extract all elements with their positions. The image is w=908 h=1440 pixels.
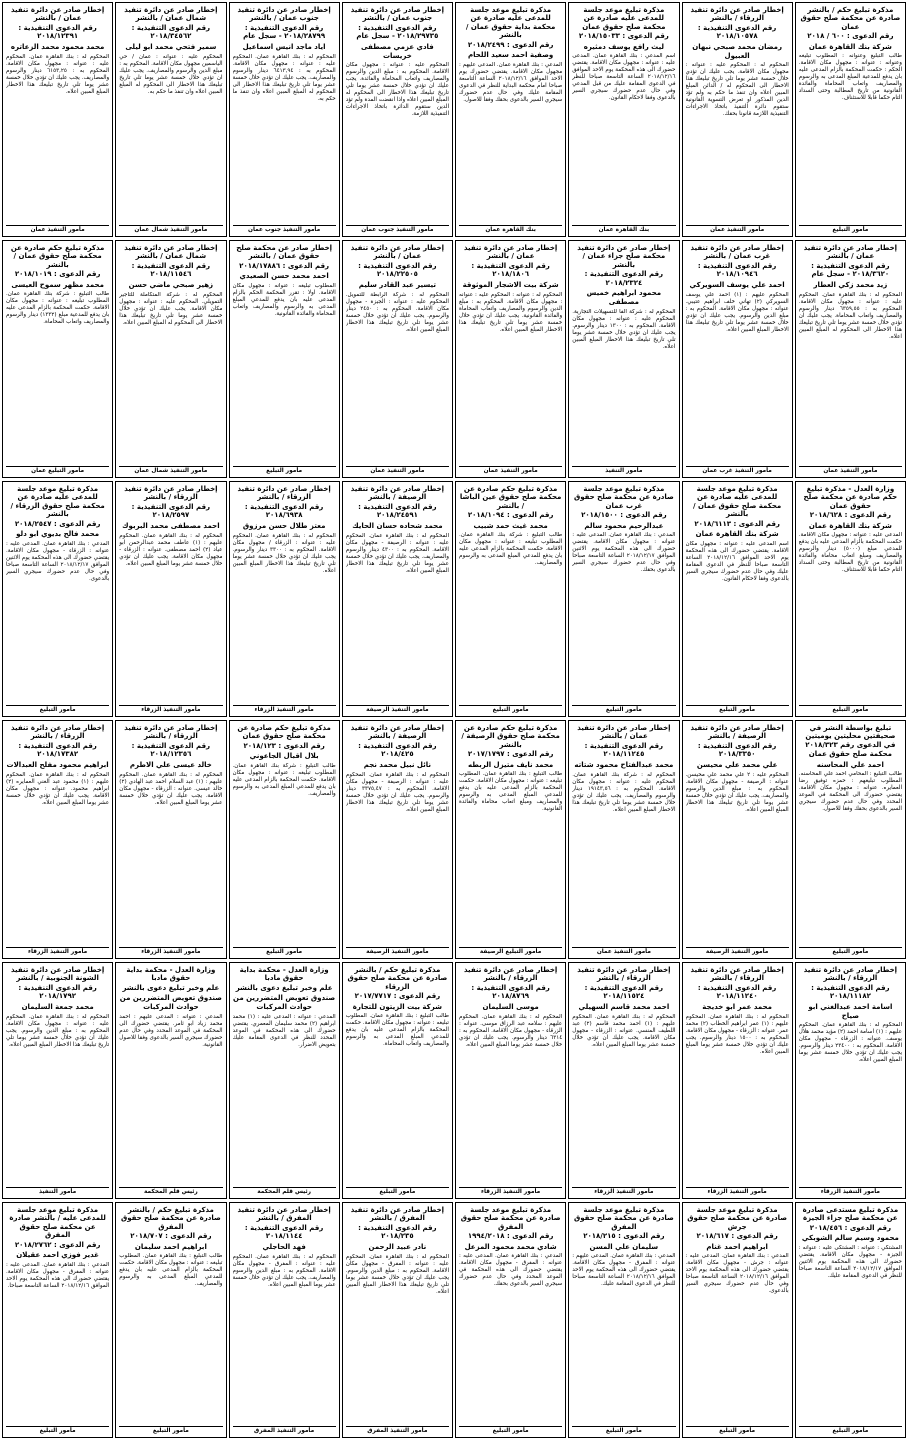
case-number: رقم الدعوى : ٢٠١٨/١٠٩٤ [467,511,554,520]
notice-title: مذكرة تبليغ موعد جلسة للمدعى عليه / بالنشر صادرة عن محكمة صلح حقوق المفرق [9,1206,106,1240]
case-number: رقم الدعوى : ٢٠١٨/١٧٨٨٦ [239,261,330,270]
notice-title: إخطار صادر عن دائرة تنفيذ شمال عمان / بالنشر [124,6,218,23]
notice-body: اسم المدعي : بنك القاهرة عمان. المدعى عليه : عنوانه : مجهول مكان الاقامة. يقتضي حضورك الى هذه المحكمة يوم الاحد الموافق ٢٠١٨/١٢/١٦ الساعة التاسعة صباحا للنظر في الدعوى المقامة عليك من قبل المدعي وفي حال عدم حضورك سيجري السير بالدعوى وفقا لاحكام القانون. [572,53,676,102]
notice-signature: مأمور التبليغ [572,705,675,714]
notice-title: مذكرة تبليغ حكم صادرة عن محكمة صلح حقوق عمان / بالنشر [10,244,105,269]
notice-title: مذكرة تبليغ موعد جلسة صادرة عن محكمة صلح حقوق المفرق [460,1206,561,1231]
notice-title: إخطار صادر عن دائرة تنفيذ الرصيفة / بالنشر [350,724,445,741]
notice-signature: مأمور التبليغ [799,947,902,956]
legal-notice-box [795,240,906,478]
notice-body: المدعي : عنوانه : المدعى عليه : (١) محمد ابراهيم (٢) محمد سليمان المعمري. يقتضي حضورك الى هذه المحكمة في الموعد المحدد للنظر في الدعوى المقامة عليك بتعويض الاضرار. [232,1013,336,1048]
notice-body: المدعي : بنك القاهرة عمان. المدعى عليه : عنوانه : المفرق - مجهول مكان الاقامة. يقتضي حضورك الى هذه المحكمة في الموعد المحدد وفي حال عدم حضورك سيجري السير بالدعوى بحقك. [459,1253,563,1288]
notice-body: المدعي : بنك القاهرة عمان. المدعى عليه : عنوانه : مجهول مكان الاقامة. يقتضي حضورك الى هذه المحكمة يوم الاثنين الموافق ٢٠١٨/١٢/١٧ الساعة التاسعة صباحا وفي حال عدم حضورك سيجري السير بالدعوى بحقك. [572,532,676,574]
party-name: شركة بنك القاهرة عمان [695,530,779,539]
notice-body: المدعى عليه : عنوانه : مجهول مكان الاقامة. حكمت المحكمة بالزام المدعى عليه بان يدفع للمدعي مبلغ (٥٠٠٠) دينار والرسوم والمصاريف ومبلغ اتعاب محاماة والفائدة القانونية من تاريخ المطالبة وحتى السداد التام حكما قابلا للاستئناف. [798,532,902,574]
legal-notice-box [342,2,453,237]
notice-signature: مأمور التبليغ [686,705,789,714]
notice-title: وزارة العدل - مذكرة تبليغ حكم صادرة عن محكمة صلح حقوق عمان [803,485,898,510]
party-name: شركة بيت الزيتون للتجارة [352,1002,442,1011]
case-number: رقم الدعوى : ٢٠١٨/١٥٠٠ [581,511,667,520]
party-name: محمد محمود محمد الزعاتره [10,43,105,51]
legal-notice-box [455,240,566,478]
legal-notice-box [568,962,679,1199]
case-number: رقم الدعوى التنفيذية : ٢٠١٨/١١٢٤٥ [584,741,664,759]
notice-row [2,1202,906,1438]
notice-body: المحكوم له : بنك القاهرة عمان. المحكوم عليهم : (١) اسامة احمد (٢) مؤيد محمد هلال يوسف. عنوانه : الزرقاء - مجهول مكان الاقامة. المحكوم به : ٢٣٤٠٠ دينار والرسوم. يجب عليك ان تؤدي خلال خمسة عشر يوما المبلغ المبين اعلاه. [798,1022,902,1064]
case-number: رقم الدعوى : ١٩٩٤/٢٠١٨ [467,1232,554,1241]
notice-title: إخطار صادر عن دائرة تنفيذ الرصيفة / بالنشر [690,724,784,741]
notice-signature: مأمور التنفيذ الرصيفة [346,705,449,714]
party-name: زيد محمد زكي العطار [813,281,888,289]
legal-notice-box [795,481,906,717]
party-name: ابراهيم احمد سليمان [134,1242,207,1251]
legal-notice-box [342,962,453,1199]
notice-title: إخطار صادر عن دائرة تنفيذ الشونة الجنوبية / بالنشر [10,966,105,983]
notice-title: إخطار صادر عن دائرة تنفيذ الزرقاء / بالنشر [690,6,784,23]
notice-body: المحكوم له : بنك القاهرة عمان. المحكوم عليه : عنوانه : المفرق - مجهول مكان الاقامة. المحكوم به : مبلغ الدين والرسوم والمصاريف. يجب عليك ان تؤدي خلال خمسة عشر يوما المبلغ المبين اعلاه. [232,1253,336,1288]
case-number: رقم الدعوى التنفيذية : ٢٠١٨/٢٣٥ [358,1223,437,1241]
notice-body: المحكوم له : بنك القاهرة عمان. المحكوم عليهم : (١) محمود عبد الغني العمايره (٢) ابراهيم محمود. عنوانه : مجهول مكان الاقامة. يجب عليك ان تؤدي خلال خمسة عشر يوما المبلغ المبين اعلاه. [6,771,110,806]
notice-title: مذكرة تبليغ موعد جلسة صادرة عن محكمة صلح حقوق غرب عمان [573,485,674,510]
notice-signature: مأمور التنفيذ شمال عمان [119,466,222,475]
notice-title: وزارة العدل - محكمة بداية حقوق مادبا [239,966,329,983]
notice-title: إخطار صادر عن دائرة تنفيذ المفرق / بالنشر [237,1206,331,1223]
notice-body: المحكوم له : شركة المتكاملة للتأجير التمويلي. المحكوم عليه : عنوانه : مجهول مكان الاقامة. يجب عليك ان تؤدي خلال خمسة عشر يوما تلي تاريخ تبليغك هذا الاخطار الى المحكوم له المبلغ المبين اعلاه. [119,291,223,326]
notice-title: إخطار صادر عن دائرة تنفيذ عمان / بالنشر [10,6,105,23]
party-name: نادر عبيد الرحمن [368,1243,427,1251]
notice-signature: مأمور التنفيذ [6,1187,109,1196]
party-name: اياد ماجد انيس اسماعيل [242,43,326,51]
notice-signature: مأمور التنفيذ [572,466,675,475]
party-name: صندوق تعويض المتضررين من حوادث المركبات [119,994,222,1011]
case-number: رقم الدعوى : ٢٠١٨/١٥٠٣٣ [578,32,669,41]
notice-title: مذكرة تبليغ حكم / بالنشر صادرة عن محكمة صلح حقوق الزرقاء [347,966,448,991]
party-name: نائل نبيل محمد نجم [363,761,432,769]
case-number: رقم الدعوى التنفيذية : ٢٠١٨/١١١٨٢ [811,983,890,1001]
notice-body: المشتكي : عنوانه : المشتكى عليه : عنوانه : الجيزة - مجهول مكان الاقامة. يقتضي حضورك الى هذه المحكمة يوم الاثنين الموافق ٢٠١٨/١٢/١٧ الساعة التاسعة صباحا للنظر في الدعوى المقامة عليك. [798,1245,902,1279]
notice-signature: بنك القاهرة عمان [459,225,562,234]
case-number: رقم الدعوى التنفيذية : ٢٠١٨/٢٨٧٩٩ - سجل عام [243,23,326,41]
notice-signature: مأمور التنفيذ شمال عمان [119,225,222,234]
notice-title: مذكرة تبليغ حكم صادرة عن محكمة صلح حقوق عين الباشا / بالنشر [459,485,562,510]
party-name: وصفية احمد سعيد اللحام [468,51,554,60]
legal-notice-box [682,481,793,717]
notice-body: طالب التبليغ : المحامي احمد علي المحاسنه. المطلوب تبليغهم : حمزه توفيق رضا العمايره. عنوانه : مجهول مكان الاقامة. يقتضي حضورك الى المحكمة في الموعد المحدد وفي حال عدم حضورك سيجري السير بالدعوى بحقك وفقا للاصول. [798,771,902,813]
party-name: سليمان علي المسن [589,1242,659,1251]
case-number: رقم الدعوى التنفيذية : ٢٠١٨/١٢٣٥٦ [131,741,211,759]
case-number: رقم الدعوى : ٢٠١٨/٦١١٣ [694,519,780,528]
notice-title: تبليغ بواسطة النشر في صحيفتين محليتين يوميتين في الدعوى رقم ٢٠١٨/٣٢٣ [805,724,896,749]
case-number: رقم الدعوى التنفيذية : ٢٠١٨/١٠٥٧٨ [697,23,777,41]
notice-signature: بنك القاهرة عمان [572,225,675,234]
notice-title: مذكرة تبليغ موعد جلسة للمدعى عليه صادرة عن محكمة صلح حقوق الزرقاء / بالنشر [10,485,105,519]
party-name: بلال اقبال الجاعوني [249,752,319,761]
case-number: رقم الدعوى التنفيذية : ٢٠١٨/١٨٠٦ [471,261,550,279]
legal-notice-box [229,720,340,959]
legal-notice-box [2,481,113,717]
notice-signature: مأمور التنفيذ عمان [572,947,675,956]
notice-title: مذكرة تبليغ موعد جلسة صادرة عن محكمة صلح حقوق جرش [687,1206,787,1231]
legal-notice-box [455,1202,566,1438]
legal-notice-box [455,2,566,237]
legal-notice-box [795,2,906,237]
case-number: رقم الدعوى التنفيذية : ٢٠١٨/١٠٩٤٦ [697,261,777,279]
party-name: محمد نايف متيزل الربطه [468,760,554,769]
party-name: خالد عيسى علي الاطرم [129,761,212,769]
notice-body: المحكوم له : بنك القاهرة عمان. المحكوم عليه : عنوانه : مجهول مكان الاقامة. المحكوم به : ٦٣٥٩,٥٥ دينار والرسوم والمصاريف واتعاب المحاماة. يجب عليك ان تؤدي خلال خمسة عشر يوما تلي تاريخ تبليغك هذا الاخطار الى المحكوم له المبلغ المبين اعلاه. [798,291,902,340]
party-name: رمضان محمد صبحي نبهان العبيول [692,43,782,60]
notice-title: إخطار صادر عن دائرة تنفيذ الزرقاء / بالنشر [237,485,331,502]
notice-signature: مأمور التنفيذ جنوب عمان [346,225,449,234]
party-name: محمد شحاده حسان الحايك [352,522,443,530]
notice-title: إخطار صادر عن دائرة تنفيذ الزرقاء / بالنشر [10,724,105,741]
party-name: معتز طلال حسن مرزوق [242,522,326,530]
legal-notice-box [115,720,226,959]
notice-body: المحكوم له : بنك القاهرة عمان. المحكوم عليهم : (١) عبد السلام احمد عبد الهادي (٢) خالد عيسى. عنوانه : الزرقاء - مجهول مكان الاقامة. يجب عليك ان تؤدي خلال خمسة عشر يوما المبلغ المبين اعلاه. [119,771,223,806]
case-number: رقم الدعوى : ٢٠١٨/١٠١٩ [14,270,101,279]
notice-body: المحكوم له : بنك القاهرة عمان. المحكوم عليهم : (١) عمر ابراهيم الخطاب (٢) محمد عمر. عنوانه : الزرقاء - مجهول مكان الاقامة. المحكوم به : ١٥٠٠ دينار والرسوم. يجب عليك ان تؤدي خلال خمسة عشر يوما المبلغ المبين اعلاه. [685,1013,789,1055]
case-number: رقم الدعوى : ٢٠١٧/١٧٩٧ [467,750,554,759]
notice-signature: مأمور التنفيذ عمان [686,225,789,234]
notice-body: طالب التبليغ : شركة بنك القاهرة عمان. المطلوب تبليغه : عنوانه : مجهول مكان الاقامة. حكمت المحكمة بالزام المدعى عليه بان يدفع للمدعية مبلغ (١٣٣٢) دينار والرسوم والمصاريف واتعاب المحاماة. [6,291,110,326]
notice-signature: مأمور التنفيذ الزرقاء [459,1187,562,1196]
legal-notice-box [568,720,679,959]
legal-notice-box [682,2,793,237]
notice-title: إخطار صادر عن محكمة صلح حقوق عمان / بالنشر [236,244,333,261]
notice-body: المحكوم عليه : عنوانه : مجهول مكان الاقامة. المحكوم به : مبلغ الدين والرسوم والمصاريف واتعاب المحاماة والفائدة. يجب عليك ان تؤدي خلال خمسة عشر يوما تلي تاريخ تبليغك هذا الاخطار الى المحكوم له المبلغ المبين اعلاه واذا انقضت المدة ولم تؤد الدين ستقوم الدائرة باتخاذ الاجراءات التنفيذية اللازمة. [345,62,449,118]
legal-notice-box [342,481,453,717]
case-number: رقم الدعوى التنفيذية : ٢٠١٨/٣٤٥٦٢ [131,23,211,41]
party-name: تيسير عبد القادر سليم [358,281,436,289]
case-number: رقم الدعوى التنفيذية : ٢٠١٨/١٧٣٨٢ [18,741,97,759]
party-name: احمد محمد قاسم السهيلي [578,1003,670,1011]
notice-body: طالب التبليغ : شركة بنك القاهرة عمان. المطلوب تبليغه : عنوانه : مجهول مكان الاقامة. حكمت المحكمة بالزام المدعى عليه بان يدفع للمدعي المبلغ المدعى به والرسوم والمصاريف. [232,763,336,797]
notice-signature: مأمور التنفيذ عمان [799,466,902,475]
notice-signature: مأمور التنفيذ غرب عمان [686,466,789,475]
legal-notice-box [115,962,226,1199]
legal-notice-box [455,962,566,1199]
party-name: صندوق تعويض المتضررين من حوادث المركبات [233,994,336,1011]
case-number: رقم الدعوى : ٢٠١٨/٢٧٦٢ [14,1240,101,1249]
notice-signature: رئيس قلم المحكمة [119,1187,222,1196]
case-number: رقم الدعوى : ٢٠١٨/٧٠٧ [130,1232,212,1241]
notice-title: إخطار صادر عن دائرة تنفيذ الزرقاء / بالنشر [124,485,218,502]
notice-title: مذكرة تبليغ موعد جلسة للمدعى عليه صادرة عن محكمة صلح حقوق عمان [582,6,666,31]
notice-row [2,962,906,1199]
legal-notice-box [682,962,793,1199]
notice-title: مذكرة تبليغ مستدعى صادرة عن محكمة صلح جزاء الجيزة [802,1206,899,1223]
notice-row [2,240,906,478]
notice-body: المدعي : بنك القاهرة عمان. المدعى عليهم : مجهول مكان الاقامة. يقتضي حضورك يوم الاحد الموافق ٢٠١٨/١٢/١٦ الساعة التاسعة صباحا امام محكمة البداية للنظر في الدعوى المقامة عليك وفي حال عدم حضورك سيجري السير بالدعوى بحقك وفقا للاصول. [459,61,563,103]
notice-body: المطلوب تبليغه : عنوانه : مجهول مكان الاقامة. اولا : تقرر المحكمة الحكم بالزام المدعى عليه بان يدفع للمدعي المبلغ المدعى به والرسوم والمصاريف واتعاب المحاماة والفائدة القانونية. [232,283,336,317]
legal-notice-box [795,1202,906,1438]
notice-signature: مأمور التنفيذ الرصيفة [346,947,449,956]
party-name: اسامة احمد عبدالغني ابو صياح [808,1003,893,1020]
notice-row [2,2,906,237]
notice-body: طالب التبليغ : بنك القاهرة عمان. المطلوب تبليغه : عنوانه : مجهول مكان الاقامة. حكمت المحكمة بالزام المدعى عليه بان يدفع للمدعي المبلغ المدعى به والرسوم والمصاريف ومبلغ اتعاب محاماة والفائدة القانونية. [459,771,563,813]
party-name: عبدالرحيم محمود سالم [584,521,664,530]
case-number: رقم الدعوى التنفيذية : ٢٠١٨/٢٤٥٩١ [358,502,437,520]
notice-signature: مأمور التبليغ [459,1426,562,1435]
notice-signature: مأمور التنفيذ الزرقاء [119,705,222,714]
notice-body: المحكوم له : شركة الرابطة للتمويل. المحكوم عليه : عنوانه : الجيزة - مجهول مكان الاقامة. المحكوم به : ٢٤٥٠ دينار والرسوم. يجب عليك ان تؤدي خلال خمسة عشر يوما تلي تاريخ تبليغك هذا الاخطار المبلغ المبين اعلاه. [345,291,449,333]
notice-signature: مأمور التبليغ [799,705,902,714]
party-name: موسى السليمان [482,1003,539,1011]
case-number: رقم الدعوى : ٢٠١٨/٢٤٩٩ [467,40,554,49]
notice-body: المحكوم له : بنك القاهرة عمان. المحكوم عليه : عنوانه : الرصيفة - مجهول مكان الاقامة. المحكوم به : ٤٣٠٠ دينار والرسوم والمصاريف. يجب عليك ان تؤدي خلال خمسة عشر يوما تلي تاريخ تبليغك هذا الاخطار المبلغ المبين اعلاه. [345,532,449,574]
legal-notice-box [795,720,906,959]
party-name: ابراهيم محمود مفلح العبدالات [6,761,109,769]
legal-notice-box [115,481,226,717]
party-name: ابراهيم احمد غنام [706,1242,768,1251]
party-name: شركة بيت الاشجار الموثوقة [462,281,559,289]
notice-body: المحكوم له : بنك القاهرة عمان. المحكوم عليهم : (١) احمد محمد قاسم (٢) عبد اللطيف المنسي. عنوانه : الزرقاء - مجهول مكان الاقامة. يجب عليك ان تؤدي خلال خمسة عشر يوما المبلغ المبين اعلاه. [572,1013,676,1048]
notice-title: مذكرة تبليغ موعد جلسة للمدعى عليه صادرة عن محكمة صلح حقوق عمان / بالنشر [693,485,782,519]
case-number: رقم الدعوى التنفيذية : ٢٠١٨/١١٤٤ [244,1223,324,1241]
notice-title: مذكرة تبليغ موعد جلسة للمدعى عليه صادرة عن محكمة بداية حقوق عمان / بالنشر [465,6,556,40]
case-number: رقم الدعوى التنفيذية : ٢٠١٨/١٢٣٩١ [18,23,97,41]
party-name: محمود وسيم سالم الشوبكي [801,1234,899,1243]
notice-body: المحكوم له : عنوانه : المحكوم عليه : عنوانه : مجهول مكان الاقامة. المحكوم به : مبلغ الدين والرسوم والمصاريف واتعاب المحاماة والفائدة القانونية. يجب عليك ان تؤدي خلال خمسة عشر يوما تلي تاريخ تبليغك هذا الاخطار المبلغ المبين اعلاه. [459,291,563,333]
notice-title: إخطار صادر عن دائرة تنفيذ جنوب عمان / بالنشر [237,6,331,23]
case-number: رقم الدعوى التنفيذية : ٢٠١٨/٢٣٢٤ [584,270,664,287]
legal-notice-box [2,2,113,237]
legal-notice-box [115,2,226,237]
notice-body: المحكوم له : بنك القاهرة عمان. المحكوم عليه : عنوانه : الرصيفة - مجهول مكان الاقامة. المحكوم به : ٣٣٧٥,٤٧ دينار والرسوم. يجب عليك ان تؤدي خلال خمسة عشر يوما تلي تاريخ تبليغك هذا الاخطار المبلغ المبين اعلاه. [345,771,449,813]
case-number: رقم الدعوى : ٢٠١٨/٦٢٨ [809,511,892,520]
case-number: رقم الدعوى : ٢٠١٨/٦١٧ [696,1232,778,1241]
legal-notice-box [229,240,340,478]
notice-signature: مأمور التبليغ [346,1187,449,1196]
notice-body: المحكوم له : شركة بنك القاهرة عمان. المحكوم عليه : عنوانه : مجهول مكان الاقامة. المحكوم به : ١٩١٤٣,٥٦ دينار والرسوم والمصاريف. يجب عليك ان تؤدي خلال خمسة عشر يوما تلي تاريخ تبليغك هذا الاخطار المبلغ المبين اعلاه. [572,771,676,813]
legal-notice-box [342,720,453,959]
notice-signature: مأمور التبليغ [799,225,902,234]
notice-body: المحكوم عليه : ٢ علي محمد علي محيسن. عنوانه : الرصيفة - مجهول مكان الاقامة. المحكوم به : مبلغ الدين والرسوم والمصاريف. يجب عليك ان تؤدي خلال خمسة عشر يوما تلي تاريخ تبليغك هذا الاخطار المبلغ المبين اعلاه. [685,771,789,813]
notice-body: طالب التبليغ : بنك القاهرة عمان. المطلوب تبليغه : عنوانه : مجهول مكان الاقامة. حكمت المحكمة بالزام المدعى عليه بان يدفع للمدعي المبلغ المدعى به والرسوم والمصاريف. [119,1253,223,1288]
case-number: رقم الدعوى التنفيذية : ٢٠١٨/٨٧٦٩ [471,983,550,1001]
notice-title: مذكرة تبليغ حكم / بالنشر صادرة عن محكمة صلح حقوق عمان [800,6,901,31]
notice-title: مذكرة تبليغ حكم / بالنشر صادرة عن محكمة صلح حقوق المفرق [120,1206,221,1231]
notice-signature: مأمور التبليغ [686,1426,789,1435]
case-number: محكمة صلح حقوق عمان [808,750,892,759]
case-number: رقم الدعوى : ٢٠١٨/١٢٣ [243,741,325,750]
notice-title: إخطار صادر عن دائرة تنفيذ عمان / بالنشر [463,244,558,261]
party-name: محمد جمعة السليمان [21,1003,94,1011]
legal-notice-box [229,1202,340,1438]
party-name: شادي محمد محمود المزعل [464,1242,557,1251]
legal-notice-box [2,720,113,959]
party-name: احمد علي يوسف السويركي [689,281,785,289]
notice-title: إخطار صادر عن دائرة تنفيذ الزرقاء / بالنشر [690,966,784,983]
notice-signature: مأمور التنفيذ عمان [6,225,109,234]
party-name: احمد علي المحاسنه [816,760,884,769]
notice-title: مذكرة تبليغ موعد جلسة صادرة عن محكمة صلح حقوق المفرق [573,1206,674,1231]
notice-body: طالب التبليغ : شركة بنك القاهرة عمان. المطلوب تبليغه : عنوانه : مجهول مكان الاقامة. حكمت المحكمة بالزام المدعى عليه بان يدفع للمدعي المبلغ المدعى به والرسوم والمصاريف. [459,532,563,567]
party-name: سمير فتحي محمد ابو ليلى [125,43,217,51]
legal-notice-box [682,1202,793,1438]
party-name: محمود ابراهيم خميس مصطفى [586,289,662,306]
notice-signature: مأمور التبليغ [233,947,336,956]
notice-signature: مأمور التنفيذ الزرقاء [6,947,109,956]
party-name: محمد غيث حمد شبيب [473,521,548,530]
notice-title: إخطار صادر عن دائرة تنفيذ عمان / بالنشر [803,244,898,261]
party-name: فهد الحاجلي [262,1243,306,1251]
notice-title: إخطار صادر عن دائرة تنفيذ جنوب عمان / بالنشر [350,6,445,23]
legal-notice-box [342,240,453,478]
legal-notice-box [2,240,113,478]
notice-signature: مأمور التبليغ [799,1426,902,1435]
legal-notice-box [568,481,679,717]
notice-body: المدعي : بنك القاهرة عمان. المدعى عليهم : عنوانه : المفرق - مجهول مكان الاقامة. يقتضي حضورك الى هذه المحكمة يوم الاحد الموافق ٢٠١٨/١٢/١٦ الساعة التاسعة صباحا للنظر في الدعوى المقامة عليك. [572,1253,676,1288]
notice-signature: مأمور التنفيذ جنوب عمان [233,225,336,234]
case-number: رقم الدعوى التنفيذية : ٢٠١٨/٣٣٥٠ [697,741,777,759]
notice-body: المحكوم له : المحكوم عليه : عنوانه : مجهول مكان الاقامة. يجب عليك ان تؤدي خلال خمسة عشر يوما تلي تاريخ تبليغك هذا الاخطار الى المحكوم له / الدائن المبلغ المبين اعلاه وان تنفذ ما حكم به ولم تؤد الدين المذكور او تعرض التسوية القانونية ستقوم دائرة التنفيذ باتخاذ الاجراءات التنفيذية اللازمة قانونا بحقك. [685,62,789,118]
notice-body: المحكوم عليهم : (١) احمد علي يوسف السويركي (٢) تهاني خلف ابراهيم عتيبي. عنوانه : مجهول مكان الاقامة. المحكوم به : مبلغ الدين والرسوم. يجب عليك ان تؤدي خلال خمسة عشر يوما تلي تاريخ تبليغك هذا الاخطار المبلغ المبين اعلاه. [685,291,789,333]
party-name: محمد عمر ابو خديجة [702,1003,772,1011]
case-number: رقم الدعوى : ٢٠١٨/٢٥٤٧ [14,519,101,528]
case-number: رقم الدعوى التنفيذية : ٢٠١٨/١١٢٤٠ [697,983,777,1001]
notice-signature: مأمور التنفيذ الزرقاء [233,705,336,714]
case-number: رقم الدعوى التنفيذية : ٢٠١٨/٢٩٧٣٥ - سجل عام [356,23,439,41]
notice-signature: مأمور التبليغ [233,466,336,475]
notice-title: إخطار صادر عن دائرة تنفيذ الزرقاء / بالنشر [577,966,671,983]
notice-signature: مأمور التنفيذ عمان [346,466,449,475]
legal-notice-box [682,720,793,959]
notice-row [2,720,906,959]
party-name: شركة بنك القاهرة عمان [808,42,892,51]
notice-signature: مأمور التنفيذ المفرق [346,1426,449,1435]
party-name: زهير صبحي ماضي حسن [128,281,214,289]
notice-title: إخطار صادر عن دائرة تنفيذ الرصيفة / بالنشر [350,485,445,502]
notice-signature: مأمور التنفيذ عمان [459,466,562,475]
party-name: احمد مصطفى محمد البربوك [122,522,220,530]
notice-body: المدعي : بنك القاهرة عمان. المدعى عليه : عنوانه : الزرقاء - مجهول مكان الاقامة. يقتضي حضورك الى هذه المحكمة يوم الاثنين الموافق ٢٠١٨/١٢/١٧ الساعة التاسعة صباحا وفي حال عدم حضورك سيجري السير بالدعوى. [6,540,110,582]
notice-title: إخطار صادر عن دائرة تنفيذ الزرقاء / بالنشر [124,724,218,741]
notice-signature: مأمور التنفيذ الزرقاء [799,1187,902,1196]
notice-title: وزارة العدل - محكمة بداية حقوق مادبا [126,966,216,983]
case-number: رقم الدعوى التنفيذية : ٢٠١٨/٦٩٣٨ [244,502,324,520]
case-number: علم وخبر تبليغ دعوى بالنشر [122,983,220,992]
notice-title: إخطار صادر عن دائرة تنفيذ المفرق / بالنشر [350,1206,445,1223]
party-name: شركة بنك القاهرة عمان [808,521,892,530]
notice-body: المحكوم له : بنك القاهرة عمان. المحكوم عليهم : سلامه عبد الرزاق موسى. عنوانه : الزرقاء - مجهول مكان الاقامة. المحكوم به : ٦٣١٤ دينار والرسوم. يجب عليك ان تؤدي خلال خمسة عشر يوما المبلغ المبين اعلاه. [459,1013,563,1048]
legal-notice-box [795,962,906,1199]
notice-signature: مأمور التنفيذ المفرق [233,1426,336,1435]
notice-title: إخطار صادر عن دائرة تنفيذ شمال عمان / بالنشر [124,244,218,261]
legal-notice-box [229,2,340,237]
notice-signature: مأمور التبليغ [6,705,109,714]
notice-body: المحكوم له : بنك القاهرة عمان. المحكوم عليه : عنوانه : مجهول مكان الاقامة. المحكوم به : ٦١٥٣,٢٥ دينار والرسوم والمصاريف. يجب عليك ان تؤدي خلال خمسة عشر يوما تلي تاريخ تبليغك هذا الاخطار المبلغ المبين اعلاه. [6,53,110,95]
notice-body: المحكوم عليه : عنوانه : عمان / حي الياسمين مجهول مكان الاقامة. المحكوم به : مبلغ الدين والرسوم والمصاريف. يجب عليك ان تؤدي خلال خمسة عشر يوما تلي تاريخ تبليغك هذا الاخطار الى المحكوم له المبلغ المبين اعلاه وان تنفذ ما حكم به. [119,53,223,95]
case-number: رقم الدعوى التنفيذية : ٢٠١٨/٤٢٥ [358,741,437,759]
case-number: رقم الدعوى التنفيذية : ٢٠١٨/١١٥٤٦ [131,261,211,279]
case-number: رقم الدعوى : ٦٠٠ / ٢٠١٨ [807,32,894,41]
notice-signature: مأمور التبليغ [572,1426,675,1435]
notice-title: مذكرة تبليغ حكم صادرة عن محكمة صلح حقوق الرصيفة / بالنشر [461,724,560,749]
legal-notice-box [115,240,226,478]
notice-signature: مأمور التبليغ [6,1426,109,1435]
case-number: رقم الدعوى التنفيذية : ٢٠١٨/١٧٩٢ [18,983,97,1001]
legal-notice-box [568,2,679,237]
party-name: احمد محمد حسن الصعيدي [239,272,329,281]
case-number: رقم الدعوى : ٢٠١٧/٧٧١٧ [354,992,441,1001]
case-number: علم وخبر تبليغ دعوى بالنشر [235,983,333,992]
notice-title: إخطار صادر عن دائرة تنفيذ الزرقاء / بالنشر [803,966,898,983]
party-name: محمد فالح بديوي ابو دلو [16,530,100,539]
legal-notice-box [455,481,566,717]
notice-signature: مأمور التنفيذ الزرقاء [572,1187,675,1196]
legal-notice-box [2,1202,113,1438]
case-number: رقم الدعوى التنفيذية : ٢٠١٨/٢٥٩٧ [131,502,211,520]
notice-body: المحكوم له : بنك القاهرة عمان. المحكوم عليه : عنوانه : مجهول مكان الاقامة. المحكوم به : مبلغ الدين والرسوم. يجب عليك ان تؤدي خلال خمسة عشر يوما تلي تاريخ تبليغك هذا الاخطار المبلغ المبين اعلاه. [6,1013,110,1048]
notice-signature: مأمور التبليغ [459,705,562,714]
notice-signature: مأمور التبليغ الرصيفة [459,947,562,956]
legal-notice-box [682,240,793,478]
legal-notice-box [568,1202,679,1438]
legal-notice-box [115,1202,226,1438]
notice-signature: رئيس قلم المحكمة [233,1187,336,1196]
legal-notice-box [229,481,340,717]
notice-signature: مأمور التنفيذ الرصيفة [686,947,789,956]
notice-body: طالب التبليغ : بنك القاهرة عمان. المطلوب تبليغه : عنوانه : مجهول مكان الاقامة. حكمت المحكمة بالزام المدعى عليه بان يدفع للمدعي المبلغ المدعى به والرسوم والمصاريف واتعاب المحاماة. [345,1013,449,1048]
legal-notice-box [229,962,340,1199]
notice-row [2,481,906,717]
notice-title: مذكرة تبليغ حكم صادرة عن محكمة صلح حقوق عمان [237,724,331,741]
case-number: رقم الدعوى : ٢٠١٨/٤٥٦ [809,1223,892,1232]
case-number: رقم الدعوى التنفيذية : ٢٠١٨/١١٥٢٤ [584,983,664,1001]
case-number: رقم الدعوى التنفيذية : ٢٠١٨/٢٢٥٠٥ [358,261,437,279]
notice-title: إخطار صادر عن دائرة تنفيذ غرب عمان / بالنشر [690,244,784,261]
notice-body: المحكوم له : بنك القاهرة عمان. المحكوم عليه : عنوانه : المفرق - مجهول مكان الاقامة. المحكوم به : مبلغ الدين والرسوم. يجب عليك ان تؤدي خلال خمسة عشر يوما تلي تاريخ تبليغك هذا الاخطار المبلغ المبين اعلاه. [345,1253,449,1295]
notice-body: المدعي : عنوانه : المدعى عليهم : احمد محمد زياد ابو ثامر. يقتضي حضورك الى المحكمة في الموعد المحدد وفي حال عدم حضورك سيجري السير بالدعوى وفقا للاصول القانونية. [119,1013,223,1048]
case-number: رقم الدعوى التنفيذية : ٢٠١٨/٣٦٢٠ - سجل عام [811,261,890,279]
legal-notice-box [342,1202,453,1438]
notice-body: المحكوم له : شركة الفا للتسهيلات التجارية. المحكوم عليه : عنوانه : مجهول مكان الاقامة. المحكوم به : ١٣٠٠ دينار والرسوم. يجب عليك ان تؤدي خلال خمسة عشر يوما تلي تاريخ تبليغك هذا الاخطار المبلغ المبين اعلاه. [572,308,676,350]
party-name: فادي عزمي مصطفى خريسات [360,43,434,60]
notice-body: المدعي : بنك القاهرة عمان. المدعى عليه : عنوانه : جرش - مجهول مكان الاقامة. يقتضي حضورك الى هذه المحكمة يوم الاحد الموافق ٢٠١٨/١٢/١٦ الساعة التاسعة صباحا وفي حال عدم حضورك سيجري السير بالدعوى. [685,1253,789,1295]
notice-signature: مأمور التبليغ [119,1426,222,1435]
notice-body: المحكوم له : بنك القاهرة عمان. المحكوم عليهم : (١) عاطف محمد عبدالرحمن ابو عياد (٢) احمد مصطفى. عنوانه : الزرقاء - مجهول مكان الاقامة. يجب عليك ان تؤدي خلال خمسة عشر يوما المبلغ المبين اعلاه. [119,532,223,567]
notice-body: المحكوم له : بنك القاهرة عمان. المحكوم عليه : عنوانه : الزرقاء / مجهول مكان الاقامة. المحكوم به : ٣٣٠٠ دينار والرسوم. يجب عليك ان تؤدي خلال خمسة عشر يوما تلي تاريخ تبليغك هذا الاخطار المبلغ المبين اعلاه. [232,532,336,574]
party-name: علي محمد علي محيسن [696,761,778,769]
notice-body: المدعي : بنك القاهرة عمان. المدعى عليه : عنوانه : المفرق - مجهول مكان الاقامة. يقتضي حضورك الى هذه المحكمة يوم الاحد الموافق ٢٠١٨/١٢/١٦ الساعة التاسعة صباحا. [6,1261,110,1289]
party-name: ليث رافع يوسف دمثيره [583,42,665,51]
notice-body: المحكوم له : بنك القاهرة عمان. المحكوم عليه : عنوانه : مجهول مكان الاقامة. المحكوم به : ٦٤١٣,٩٤ دينار والرسوم والمصاريف. يجب عليك ان تؤدي خلال خمسة عشر يوما تلي تاريخ تبليغك هذا الاخطار الى المحكوم له المبلغ المبين اعلاه وان تنفذ ما حكم به. [232,53,336,102]
party-name: محمد عبدالفتاح محمود شتاته [574,761,674,769]
notice-title: إخطار صادر عن دائرة تنفيذ محكمة صلح جزاء عمان / بالنشر [577,244,671,269]
legal-notice-box [2,962,113,1199]
notice-signature: مأمور التنفيذ الزرقاء [686,1187,789,1196]
notice-signature: مأمور التنفيذ الزرقاء [119,947,222,956]
notice-title: إخطار صادر عن دائرة تنفيذ عمان / بالنشر [577,724,671,741]
notice-body: طالب التبليغ وعنوانه : المطلوب تبليغه وعنوانه : عنوانه : مجهول مكان الاقامة. الحكم : حكمت المحكمة بالزام المدعى عليه بان يدفع للمدعية المبلغ المدعى به والرسوم والمصاريف واتعاب المحاماة والفائدة القانونية من تاريخ المطالبة وحتى السداد التام حكما قابلا للاستئناف. [798,53,902,102]
case-number: رقم الدعوى : ٢٠١٨/٢١٥ [583,1232,665,1241]
legal-notice-box [455,720,566,959]
legal-notice-box [568,240,679,478]
notice-body: اسم المدعى عليه : عنوانه : مجهول مكان الاقامة. يقتضي حضورك الى هذه المحكمة يوم الاحد الموافق ٢٠١٨/١٢/١٦ الساعة التاسعة صباحا للنظر في الدعوى المقامة عليك وفي حال عدم حضورك سيجري السير بالدعوى وفقا لاحكام القانون. [685,540,789,582]
party-name: غدير فوزي احمد عقيلان [16,1251,99,1260]
party-name: محمد مظهر سموح العيسى [11,280,104,289]
notice-title: إخطار صادر عن دائرة تنفيذ الزرقاء / بالنشر [463,966,558,983]
notice-signature: مأمور التبليغ عمان [6,466,109,475]
notice-title: إخطار صادر عن دائرة تنفيذ عمان / بالنشر [350,244,445,261]
